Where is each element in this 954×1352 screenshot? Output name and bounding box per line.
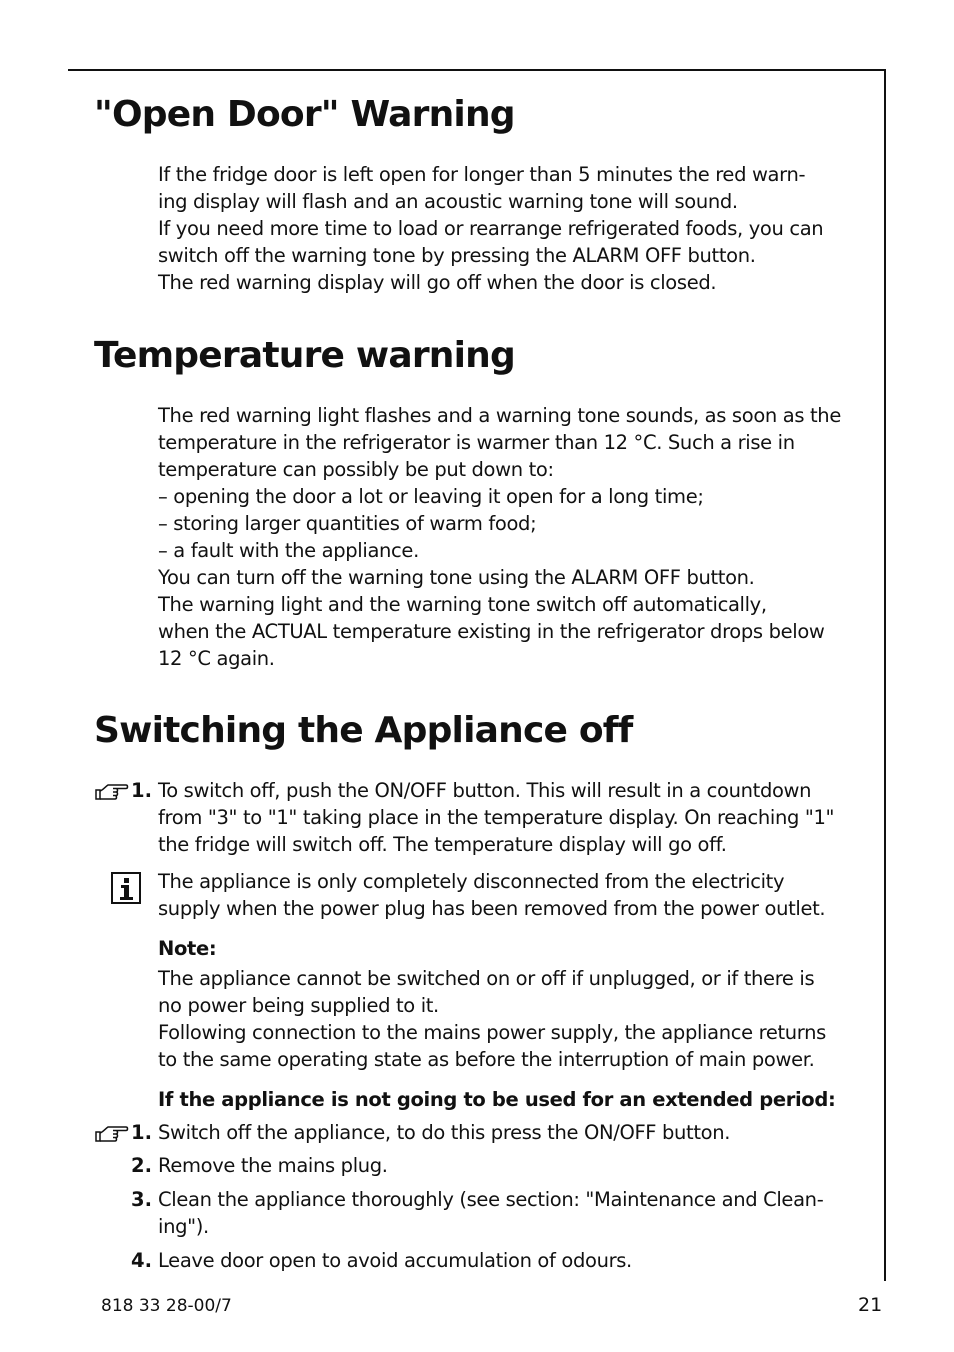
text-line: If you need more time to load or rearrange refrigerated foods, you can bbox=[158, 217, 824, 240]
text-line: Clean the appliance thoroughly (see section: "Maintenance and Clean- bbox=[158, 1188, 824, 1211]
text-line: 12 °C again. bbox=[158, 647, 275, 670]
text-line: switch off the warning tone by pressing the ALARM OFF button. bbox=[158, 244, 756, 267]
top-rule bbox=[68, 69, 886, 71]
pointing-hand-icon bbox=[95, 781, 129, 801]
note-label: Note: bbox=[158, 937, 217, 960]
text-line: Remove the mains plug. bbox=[158, 1154, 388, 1177]
info-note-text bbox=[158, 868, 858, 922]
step-number: 4. bbox=[131, 1249, 152, 1272]
text-line: The red warning light flashes and a warning tone sounds, as soon as the bbox=[158, 404, 841, 427]
heading-switching-off: Switching the Appliance off bbox=[94, 710, 633, 751]
text-line: temperature can possibly be put down to: bbox=[158, 458, 554, 481]
text-line: Leave door open to avoid accumulation of odours. bbox=[158, 1249, 632, 1272]
text-line: ing"). bbox=[158, 1215, 209, 1238]
extended-step-2 bbox=[158, 1152, 858, 1179]
document-code: 818 33 28-00/7 bbox=[101, 1296, 232, 1316]
text-line: when the ACTUAL temperature existing in the refrigerator drops below bbox=[158, 620, 825, 643]
text-line: Switch off the appliance, to do this press the ON/OFF button. bbox=[158, 1121, 731, 1144]
info-icon bbox=[111, 872, 141, 904]
right-rule bbox=[884, 69, 886, 1281]
open-door-paragraph bbox=[158, 161, 858, 296]
text-line: – a fault with the appliance. bbox=[158, 539, 419, 562]
step-number: 1. bbox=[131, 1121, 152, 1144]
text-line: You can turn off the warning tone using the ALARM OFF button. bbox=[158, 566, 755, 589]
heading-open-door-warning: "Open Door" Warning bbox=[94, 94, 515, 135]
text-line: from "3" to "1" taking place in the temperature display. On reaching "1" bbox=[158, 806, 835, 829]
text-line: temperature in the refrigerator is warmer than 12 °C. Such a rise in bbox=[158, 431, 795, 454]
text-line: The red warning display will go off when the door is closed. bbox=[158, 271, 717, 294]
text-line: Following connection to the mains power supply, the appliance returns bbox=[158, 1021, 826, 1044]
text-line: ing display will flash and an acoustic warning tone will sound. bbox=[158, 190, 738, 213]
extended-step-4 bbox=[158, 1247, 858, 1274]
text-line: – opening the door a lot or leaving it open for a long time; bbox=[158, 485, 704, 508]
text-line: the fridge will switch off. The temperature display will go off. bbox=[158, 833, 727, 856]
extended-period-heading: If the appliance is not going to be used for an extended period: bbox=[158, 1088, 836, 1111]
text-line: no power being supplied to it. bbox=[158, 994, 439, 1017]
extended-step-1 bbox=[158, 1119, 858, 1146]
text-line: The appliance is only completely disconnected from the electricity bbox=[158, 870, 785, 893]
step-1-text bbox=[158, 777, 858, 858]
step-number: 2. bbox=[131, 1154, 152, 1177]
step-number: 1. bbox=[131, 779, 152, 802]
note-block bbox=[158, 935, 858, 1073]
temperature-paragraph bbox=[158, 402, 858, 672]
step-number: 3. bbox=[131, 1188, 152, 1211]
text-line: to the same operating state as before the interruption of main power. bbox=[158, 1048, 815, 1071]
page-number: 21 bbox=[858, 1294, 883, 1316]
extended-step-3 bbox=[158, 1186, 858, 1240]
heading-temperature-warning: Temperature warning bbox=[94, 335, 515, 376]
text-line: supply when the power plug has been removed from the power outlet. bbox=[158, 897, 826, 920]
text-line: The appliance cannot be switched on or off if unplugged, or if there is bbox=[158, 967, 815, 990]
text-line: The warning light and the warning tone switch off automatically, bbox=[158, 593, 767, 616]
text-line: If the fridge door is left open for longer than 5 minutes the red warn- bbox=[158, 163, 806, 186]
text-line: – storing larger quantities of warm food; bbox=[158, 512, 537, 535]
pointing-hand-icon bbox=[95, 1123, 129, 1143]
text-line: To switch off, push the ON/OFF button. This will result in a countdown bbox=[158, 779, 812, 802]
